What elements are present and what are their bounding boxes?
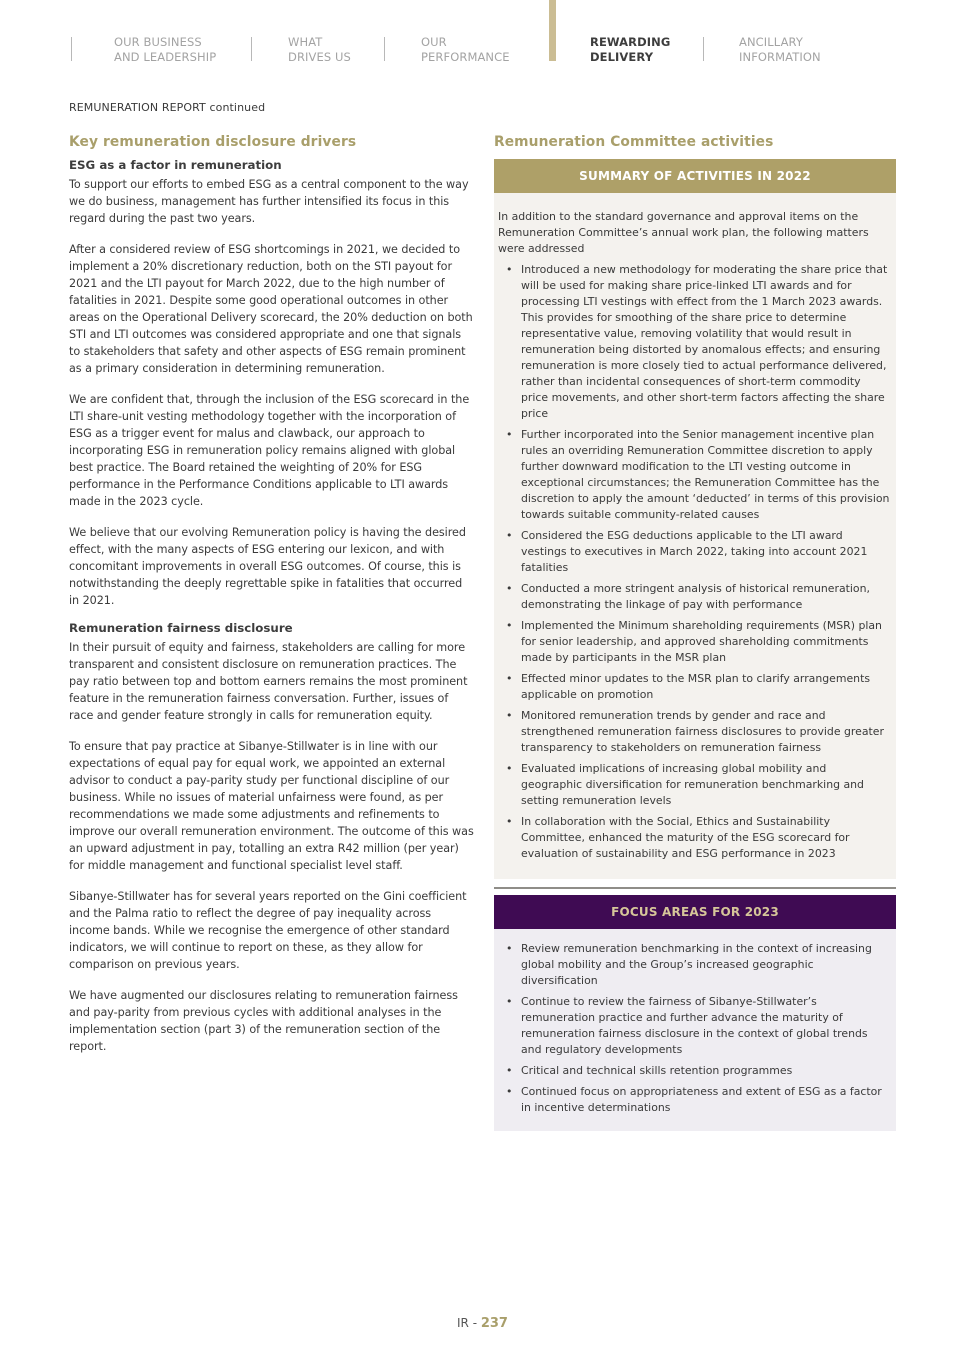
top-navigation bbox=[0, 0, 965, 70]
nav-label: ANCILLARY bbox=[739, 35, 804, 49]
nav-item-our-performance[interactable] bbox=[421, 35, 510, 65]
nav-label: OUR BUSINESS bbox=[114, 35, 202, 49]
paragraph: We believe that our evolving Remuneration policy is having the desired effect, with the many aspects of ESG entering our lexicon, and with concomitant improvements in overall ESG outcomes. Of course, this is notwithstanding the deeply regrettable spike in fatalities that occurred in 2021. bbox=[69, 526, 466, 607]
nav-label: AND LEADERSHIP bbox=[114, 50, 217, 64]
bullet-icon: • bbox=[506, 815, 513, 828]
list-item bbox=[498, 1084, 890, 1116]
list-item-text: Effected minor updates to the MSR plan to clarify arrangements applicable on promotion bbox=[521, 672, 871, 701]
list-item bbox=[498, 427, 890, 523]
nav-label: PERFORMANCE bbox=[421, 50, 510, 64]
list-item-text: Implemented the Minimum shareholding requirements (MSR) plan for senior leadership, and approved shareholding commitments made by participants in the MSR plan bbox=[521, 619, 882, 664]
paragraph: We have augmented our disclosures relating to remuneration fairness and pay-parity from previous cycles with additional analyses in the implementation section (part 3) of the remuneration section of the report. bbox=[69, 989, 458, 1053]
list-item-text: Further incorporated into the Senior management incentive plan rules an overriding Remuneration Committee discretion to apply further downward modification to the LTI vesting outcome in exceptional circumstances; the Remuneration Committee has the discretion to apply the amount ‘deducted’ in terms of this provision towards suitable community-related causes bbox=[521, 428, 890, 521]
list-item bbox=[498, 708, 890, 756]
page-footer bbox=[0, 1316, 965, 1331]
paragraph: To support our efforts to embed ESG as a central component to the way we do business, management has further intensified its focus in this regard during the past two years. bbox=[69, 178, 469, 225]
bullet-icon: • bbox=[506, 582, 513, 595]
list-item bbox=[498, 618, 890, 666]
nav-label: OUR bbox=[421, 35, 447, 49]
nav-separator bbox=[384, 37, 385, 61]
nav-label: REWARDING bbox=[590, 35, 671, 49]
list-item-text: Considered the ESG deductions applicable to the LTI award vestings to executives in March 2022, taking into account 2021 fatalities bbox=[521, 529, 868, 574]
section-heading: Key remuneration disclosure drivers bbox=[69, 134, 357, 150]
list-item-text: Review remuneration benchmarking in the context of increasing global mobility and the Group’s increased geographic diversification bbox=[521, 942, 872, 987]
page-number: 237 bbox=[480, 1316, 508, 1331]
list-item-text: Continued focus on appropriateness and extent of ESG as a factor in incentive determinations bbox=[521, 1085, 882, 1114]
nav-label: DRIVES US bbox=[288, 50, 351, 64]
nav-item-rewarding-delivery[interactable] bbox=[590, 35, 670, 65]
focus-list bbox=[498, 941, 890, 1116]
list-item bbox=[498, 941, 890, 989]
nav-item-ancillary-information[interactable] bbox=[739, 35, 821, 65]
paragraph: After a considered review of ESG shortcomings in 2021, we decided to implement a 20% discretionary reduction, both on the STI payout for 2021 and the LTI payout for March 2022, due to the high number of fatalities in 2021. Despite some good operational outcomes in other areas on the Operational Delivery scorecard, the 20% deduction on both STI and LTI outcomes was considered appropriate and one that signals to stakeholders that safety and other aspects of ESG remain prominent as a primary consideration in determining remuneration. bbox=[69, 243, 473, 375]
paragraph: In their pursuit of equity and fairness, stakeholders are calling for more transparent and consistent disclosure on remuneration practices. The pay ratio between top and bottom earners remains the most prominent feature in the remuneration fairness conversation. Further, issues of race and gender feature strongly in calls for remuneration equity. bbox=[69, 641, 468, 722]
bullet-icon: • bbox=[506, 1085, 513, 1098]
activities-list bbox=[498, 262, 890, 862]
list-item-text: Evaluated implications of increasing global mobility and geographic diversification for remuneration benchmarking and setting remuneration levels bbox=[521, 762, 864, 807]
list-item-text: Introduced a new methodology for moderating the share price that will be used for making share price-linked LTI awards and for processing LTI vestings with effect from the 1 March 2023 awards. This provides for smoothing of the share price to determine representative value, removing volatility that would result in remuneration being distorted by anomalous effects; and ensuring remuneration is more closely tied to actual performance delivered, rather than incidental consequences of short-term commodity price movements, and other short-term factors affecting the share price bbox=[521, 263, 888, 420]
list-item bbox=[498, 1063, 890, 1079]
summary-activities-panel bbox=[494, 159, 896, 889]
bullet-icon: • bbox=[506, 529, 513, 542]
bullet-icon: • bbox=[506, 428, 513, 441]
list-item bbox=[498, 994, 890, 1058]
nav-separator bbox=[703, 37, 704, 61]
footer-prefix: IR - bbox=[457, 1316, 481, 1330]
bullet-icon: • bbox=[506, 995, 513, 1008]
list-item-text: In collaboration with the Social, Ethics and Sustainability Committee, enhanced the maturity of the ESG scorecard for evaluation of sustainability and ESG performance in 2023 bbox=[521, 815, 850, 860]
focus-areas-panel bbox=[494, 895, 896, 1131]
list-item bbox=[498, 528, 890, 576]
bullet-icon: • bbox=[506, 942, 513, 955]
nav-label: DELIVERY bbox=[590, 50, 654, 64]
bullet-icon: • bbox=[506, 762, 513, 775]
subheading-fairness: Remuneration fairness disclosure bbox=[69, 621, 293, 635]
nav-item-our-business[interactable] bbox=[114, 35, 216, 65]
list-item bbox=[498, 761, 890, 809]
list-item bbox=[498, 671, 890, 703]
list-item bbox=[498, 814, 890, 862]
nav-separator bbox=[251, 37, 252, 61]
running-head: REMUNERATION REPORT continued bbox=[69, 101, 266, 114]
panel-body bbox=[494, 929, 896, 1131]
nav-separator bbox=[71, 37, 72, 61]
list-item-text: Continue to review the fairness of Sibanye-Stillwater’s remuneration practice and further advance the maturity of remuneration fairness disclosure in the context of global trends and regulatory developments bbox=[521, 995, 868, 1056]
left-column bbox=[69, 134, 474, 1069]
list-item bbox=[498, 581, 890, 613]
nav-label: INFORMATION bbox=[739, 50, 821, 64]
list-item-text: Monitored remuneration trends by gender and race and strengthened remuneration fairness disclosures to provide greater transparency to stakeholders on remuneration fairness bbox=[521, 709, 884, 754]
list-item bbox=[498, 262, 890, 422]
paragraph: Sibanye-Stillwater has for several years reported on the Gini coefficient and the Palma ratio to reflect the degree of pay inequality across income bands. While we recognise the emergence of other standard indicators, we will continue to report on these, as they allow for comparison on previous years. bbox=[69, 890, 467, 971]
nav-label: WHAT bbox=[288, 35, 323, 49]
list-item-text: Critical and technical skills retention programmes bbox=[521, 1064, 793, 1077]
panel-title: SUMMARY OF ACTIVITIES IN 2022 bbox=[494, 159, 896, 193]
subheading-esg: ESG as a factor in remuneration bbox=[69, 158, 282, 172]
section-heading: Remuneration Committee activities bbox=[494, 134, 774, 150]
panel-title: FOCUS AREAS FOR 2023 bbox=[494, 895, 896, 929]
right-column bbox=[494, 134, 896, 1131]
paragraph: To ensure that pay practice at Sibanye-Stillwater is in line with our expectations of equal pay for equal work, we appointed an external advisor to conduct a pay-parity study per functional discipline of our business. While no issues of material unfairness were found, as per recommendations we made some adjustments and refinements to improve our overall remuneration environment. The outcome of this was an upward adjustment in pay, totalling an extra R42 million (per year) for middle management and functional specialist level staff. bbox=[69, 740, 474, 872]
nav-item-what-drives-us[interactable] bbox=[288, 35, 351, 65]
panel-body bbox=[494, 193, 896, 879]
list-item-text: Conducted a more stringent analysis of historical remuneration, demonstrating the linkage of pay with performance bbox=[521, 582, 870, 611]
paragraph: We are confident that, through the inclusion of the ESG scorecard in the LTI share-unit vesting methodology together with the incorporation of ESG as a trigger event for malus and clawback, our approach to incorporating ESG in remuneration policy remains aligned with global best practice. The Board retained the weighting of 20% for ESG performance in the Performance Conditions applicable to LTI awards made in the 2023 cycle. bbox=[69, 393, 470, 508]
bullet-icon: • bbox=[506, 263, 513, 276]
bullet-icon: • bbox=[506, 709, 513, 722]
active-section-indicator bbox=[549, 0, 556, 61]
bullet-icon: • bbox=[506, 619, 513, 632]
bullet-icon: • bbox=[506, 672, 513, 685]
panel-intro: In addition to the standard governance and approval items on the Remuneration Committee’s annual work plan, the following matters were addressed bbox=[498, 210, 869, 255]
bullet-icon: • bbox=[506, 1064, 513, 1077]
